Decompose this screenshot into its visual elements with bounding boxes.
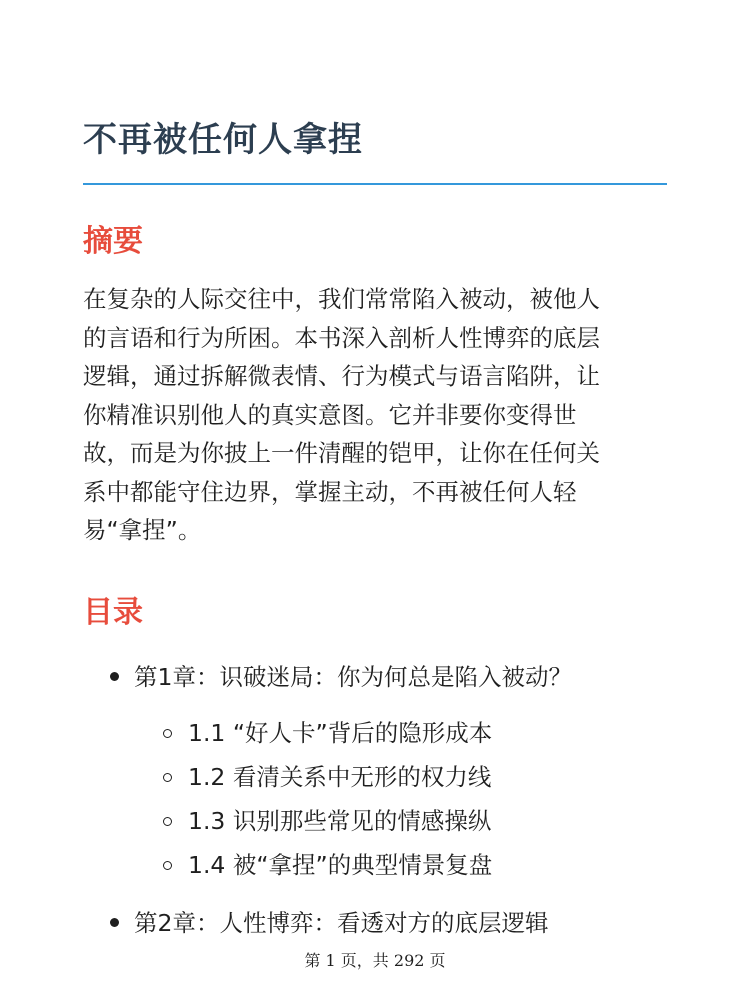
abstract-line: 逻辑，通过拆解微表情、行为模式与语言陷阱，让 — [83, 362, 600, 390]
toc-section-1-1[interactable]: 1.1 “好人卡”背后的隐形成本 — [188, 719, 493, 747]
page-number-footer: 第 1 页，共 292 页 — [304, 951, 446, 970]
bullet-disc-icon — [110, 672, 119, 681]
toc-chapter-1[interactable]: 第1章：识破迷局：你为何总是陷入被动？ — [134, 663, 572, 691]
abstract-line: 易“拿捏”。 — [83, 516, 202, 544]
abstract-line: 系中都能守住边界，掌握主动，不再被任何人轻 — [83, 477, 577, 506]
bullet-circle-icon — [163, 773, 172, 782]
document-title: 不再被任何人拿捏 — [83, 120, 363, 160]
toc-heading: 目录 — [83, 595, 143, 630]
bullet-circle-icon — [163, 861, 172, 870]
abstract-line: 在复杂的人际交往中，我们常常陷入被动，被他人 — [83, 285, 600, 313]
bullet-circle-icon — [163, 729, 172, 738]
toc-chapter-2[interactable]: 第2章：人性博弈：看透对方的底层逻辑 — [134, 909, 549, 937]
abstract-paragraph — [83, 280, 673, 550]
bullet-disc-icon — [110, 918, 119, 927]
abstract-line: 你精准识别他人的真实意图。它并非要你变得世 — [83, 400, 577, 429]
abstract-line: 的言语和行为所困。本书深入剖析人性博弈的底层 — [83, 323, 600, 352]
title-divider — [83, 183, 667, 185]
toc-section-1-3[interactable]: 1.3 识别那些常见的情感操纵 — [188, 807, 492, 835]
abstract-heading: 摘要 — [83, 224, 143, 259]
toc-section-1-4[interactable]: 1.4 被“拿捏”的典型情景复盘 — [188, 851, 493, 879]
bullet-circle-icon — [163, 817, 172, 826]
abstract-line: 故，而是为你披上一件清醒的铠甲，让你在任何关 — [83, 439, 600, 467]
toc-section-1-2[interactable]: 1.2 看清关系中无形的权力线 — [188, 763, 492, 791]
